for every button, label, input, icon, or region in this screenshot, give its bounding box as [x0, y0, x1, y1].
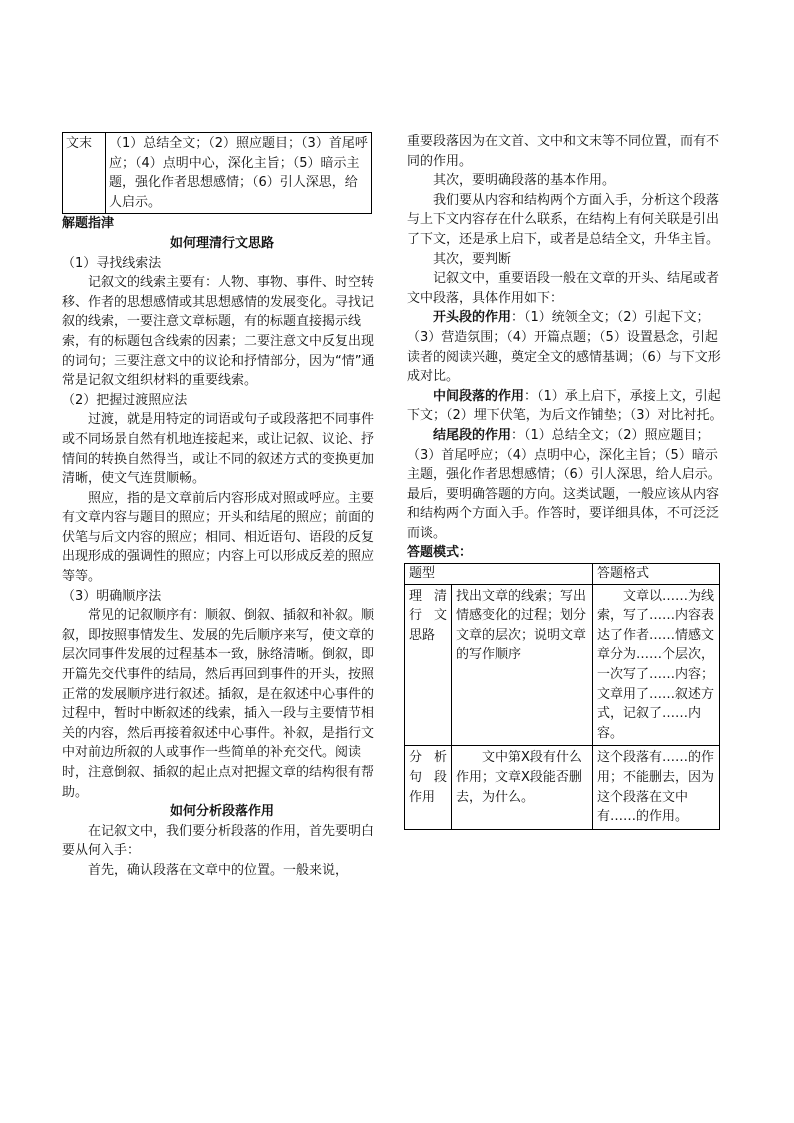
opening-role-label: 开头段的作用 [433, 310, 512, 326]
right-paragraph-1: 重要段落因为在文首、文中和文末等不同位置，而有不同的作用。 [407, 134, 720, 169]
answer-mode-table [404, 563, 720, 830]
method-2-title: （2）把握过渡照应法 [62, 392, 188, 408]
opening-paragraph-role [407, 308, 725, 386]
ending-role-label: 结尾段的作用 [433, 427, 512, 443]
header-question-type: 题型 [405, 564, 593, 585]
section-title-paragraph-role: 如何分析段落作用 [169, 804, 274, 820]
ending-label: 文末 [63, 133, 106, 214]
answer-mode-heading: 答题模式： [407, 545, 473, 561]
row-format-cell: 文章以……为线索，写了……内容表达了作者……情感文章分为……个层次，一次写了……内容；文章用了……叙述方式，记叙了……内容。 [593, 584, 720, 746]
row-question-cell: 文中第X段有什么作用；文章X段能否删去，为什么。 [452, 746, 593, 829]
row-type-cell: 分析句段作用 [405, 746, 452, 829]
section-2-intro: 在记叙文中，我们要分析段落的作用，首先要明白要从何入手： [62, 823, 375, 859]
header-answer-format: 答题格式 [593, 564, 720, 585]
opening-role-text: ：（1）统领全文；（2）引起下文；（3）营造氛围；（4）开篇点题；（5）设置悬念，引起读者的阅读兴趣，奠定全文的感情基调；（6）与下文形成对比。 [407, 310, 721, 385]
table-row [405, 746, 720, 829]
section-2-first-step: 首先，确认段落在文章中的位置。一般来说， [88, 862, 349, 878]
row-question-cell: 找出文章的线索；写出情感变化的过程；划分文章的层次；说明文章的写作顺序 [452, 584, 593, 746]
left-column [62, 132, 382, 881]
ending-content: （1）总结全文；（2）照应题目；（3）首尾呼应；（4）点明中心，深化主旨；（5）暗示主题，强化作者思想感情；（6）引人深思，给人启示。 [106, 133, 372, 214]
middle-role-text: ：（1）承上启下，承接上文，引起下文；（2）埋下伏笔，为后文作铺垫；（3）对比衬托。 [407, 388, 723, 424]
middle-paragraph-role [407, 387, 725, 426]
middle-role-label: 中间段落的作用 [433, 388, 525, 404]
right-paragraph-4: 其次，要判断 [433, 251, 512, 267]
table-header-row [405, 564, 720, 585]
right-paragraph-5: 记叙文中，重要语段一般在文章的开头、结尾或者文中段落，具体作用如下： [407, 271, 720, 306]
method-2-paragraph-transition: 过渡，就是用特定的词语或句子或段落把不同事件或不同场景自然有机地连接起来，或让记叙、议论、抒情间的转换自然得当，或让不同的叙述方式的变换更加清晰，使文气连贯顺畅。 [62, 412, 375, 487]
section-title-clarify-structure: 如何理清行文思路 [169, 235, 274, 251]
final-step-paragraph: 最后，要明确答题的方向。这类试题，一般应该从内容和结构两个方面入手。作答时，要详细具体，不可泛泛而谈。 [407, 486, 720, 541]
guide-heading: 解题指津 [62, 216, 115, 232]
ending-paragraph-role [407, 426, 725, 485]
right-column [407, 132, 725, 830]
row-type-cell: 理清行文思路 [405, 584, 452, 746]
table-row [405, 584, 720, 746]
row-format-cell: 这个段落有……的作用；不能删去，因为这个段落在文中有……的作用。 [593, 746, 720, 829]
method-3-title: （3）明确顺序法 [62, 588, 162, 604]
method-3-paragraph: 常见的记叙顺序有：顺叙、倒叙、插叙和补叙。顺叙，即按照事情发生、发展的先后顺序来写，使文章的层次同事件发展的过程基本一致，脉络清晰。倒叙，即开篇先交代事件的结局，然后再回到事件的开头，按照正常的发展顺序进行叙述。插叙，是在叙述中心事件的过程中，暂时中断叙述的线索，插入一段与主要情节相关的内容，然后再接着叙述中心事件。补叙，是指行文中对前边所叙的人或事作一些简单的补充交代。阅读时，注意倒叙、插叙的起止点对把握文章的结构很有帮助。 [62, 608, 375, 800]
right-paragraph-2: 其次，要明确段落的基本作用。 [433, 173, 616, 189]
right-paragraph-3: 我们要从内容和结构两个方面入手，分析这个段落与上下文内容存在什么联系，在结构上有何关联是引出了下文，还是承上启下，或者是总结全文，升华主旨。 [407, 192, 720, 247]
ending-role-text: ：（1）总结全文；（2）照应题目；（3）首尾呼应；（4）点明中心，深化主旨；（5）暗示主题，强化作者思想感情；（6）引人深思，给人启示。 [407, 427, 721, 483]
method-1-paragraph: 记叙文的线索主要有：人物、事物、事件、时空转移、作者的思想感情或其思想感情的发展变化。寻找记叙的线索，一要注意文章标题，有的标题直接揭示线索，有的标题包含线索的因素；二要注意文中反复出现的词句；三要注意文中的议论和抒情部分，因为“情”通常是记叙文组织材料的重要线索。 [62, 275, 375, 389]
method-1-title: （1）寻找线索法 [62, 255, 162, 271]
ending-role-table [62, 132, 372, 214]
method-2-paragraph-echo: 照应，指的是文章前后内容形成对照或呼应。主要有文章内容与题目的照应；开头和结尾的照应；前面的伏笔与后文内容的照应；相同、相近语句、语段的反复出现形成的强调性的照应；内容上可以形成反差的照应等等。 [62, 490, 375, 585]
